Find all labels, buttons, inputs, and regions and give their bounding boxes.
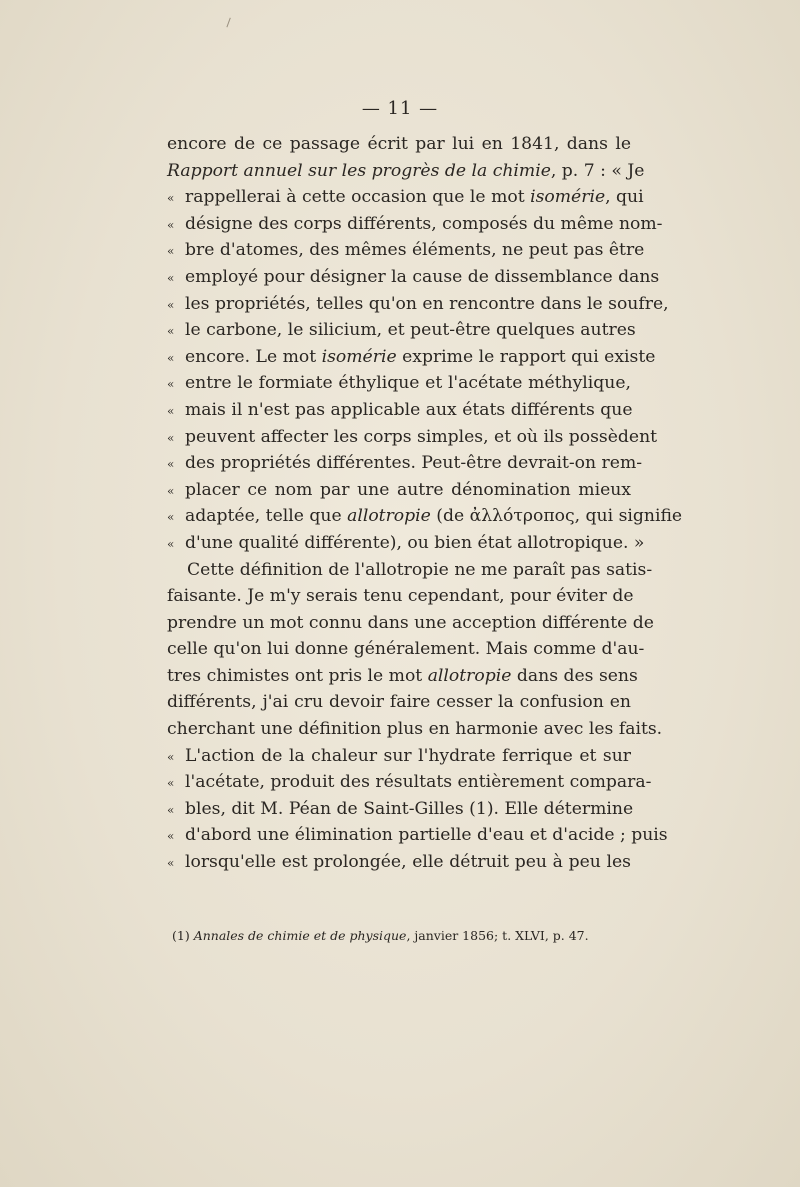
quote-mark: « bbox=[167, 191, 175, 206]
footnote-text: (1) bbox=[172, 928, 194, 943]
text-segment: employé pour désigner la cause de dissemblance dans bbox=[185, 266, 660, 287]
text-segment: tres chimistes ont pris le mot bbox=[167, 665, 428, 686]
text-segment: Cette définition de l'allotropie ne me paraît pas satis- bbox=[187, 559, 653, 580]
quote-mark: « bbox=[167, 457, 175, 472]
text-line bbox=[167, 583, 634, 610]
text-segment: des propriétés différentes. Peut-être devrait-on rem- bbox=[185, 453, 643, 474]
quote-mark: « bbox=[167, 377, 175, 392]
text-line bbox=[167, 211, 663, 238]
text-line bbox=[167, 849, 631, 876]
text-line bbox=[167, 291, 669, 318]
quote-mark: « bbox=[167, 856, 175, 871]
text-line bbox=[167, 769, 652, 796]
text-segment: adaptée, telle que bbox=[185, 506, 348, 527]
text-line bbox=[167, 796, 634, 823]
text-segment: encore. Le mot bbox=[185, 346, 322, 367]
text-segment: , p. 7 : « Je bbox=[550, 160, 645, 181]
text-segment: (de ἀλλότροπος, qui signifie bbox=[430, 506, 683, 527]
text-segment: différents, j'ai cru devoir faire cesser la confusion en bbox=[167, 692, 631, 713]
text-line bbox=[167, 477, 631, 504]
text-segment: cherchant une définition plus en harmonie avec les faits. bbox=[167, 719, 663, 740]
text-line bbox=[167, 663, 638, 690]
text-line bbox=[167, 530, 645, 557]
text-segment: peuvent affecter les corps simples, et où ils possèdent bbox=[185, 426, 658, 447]
text-line bbox=[167, 370, 631, 397]
text-segment: placer ce nom par une autre dénomination mieux bbox=[185, 479, 631, 500]
italic-text: Rapport annuel sur les progrès de la chimie bbox=[167, 160, 551, 181]
quote-mark: « bbox=[167, 244, 175, 259]
quote-mark: « bbox=[167, 430, 175, 445]
text-line bbox=[167, 716, 663, 743]
quote-mark: « bbox=[167, 324, 175, 339]
quote-mark: « bbox=[167, 270, 175, 285]
text-line bbox=[167, 450, 643, 477]
page-number: — 11 — bbox=[361, 98, 439, 119]
text-segment: L'action de la chaleur sur l'hydrate ferrique et sur bbox=[185, 745, 631, 766]
text-line bbox=[167, 264, 660, 291]
quote-mark: « bbox=[167, 403, 175, 418]
text-segment: prendre un mot connu dans une acception différente de bbox=[167, 612, 654, 633]
text-segment: l'acétate, produit des résultats entièrement compara- bbox=[185, 772, 652, 793]
text-line bbox=[167, 610, 654, 637]
text-segment: d'abord une élimination partielle d'eau et d'acide ; puis bbox=[185, 825, 668, 846]
text-line bbox=[167, 503, 683, 530]
text-line bbox=[167, 131, 631, 158]
text-line bbox=[167, 317, 636, 344]
quote-mark: « bbox=[167, 749, 175, 764]
text-segment: celle qu'on lui donne généralement. Mais comme d'au- bbox=[167, 639, 645, 660]
text-line bbox=[167, 344, 656, 371]
footnote-text: , janvier 1856; t. XLVI, p. 47. bbox=[406, 928, 589, 943]
italic-text: isomérie bbox=[321, 346, 397, 367]
text-line bbox=[167, 557, 653, 584]
text-line bbox=[167, 397, 631, 424]
text-line bbox=[167, 636, 645, 663]
text-segment: bles, dit M. Péan de Saint-Gilles (1). Elle détermine bbox=[185, 798, 634, 819]
text-segment: désigne des corps différents, composés du même nom- bbox=[185, 213, 663, 234]
pencil-mark bbox=[226, 18, 233, 29]
text-line bbox=[167, 689, 631, 716]
quote-mark: « bbox=[167, 510, 175, 525]
quote-mark: « bbox=[167, 829, 175, 844]
text-line bbox=[167, 424, 658, 451]
quote-mark: « bbox=[167, 350, 175, 365]
text-segment: mais il n'est pas applicable aux états différents que bbox=[185, 399, 633, 420]
text-line bbox=[167, 158, 645, 185]
text-segment: dans des sens bbox=[511, 665, 638, 686]
body-text bbox=[167, 131, 683, 876]
text-line bbox=[167, 743, 631, 770]
text-segment: les propriétés, telles qu'on en rencontre dans le soufre, bbox=[185, 293, 669, 314]
text-segment: entre le formiate éthylique et l'acétate méthylique, bbox=[185, 373, 631, 394]
text-segment: d'une qualité différente), ou bien état allotropique. » bbox=[185, 532, 645, 553]
italic-text: allotropie bbox=[347, 506, 431, 527]
quote-mark: « bbox=[167, 297, 175, 312]
text-segment: lorsqu'elle est prolongée, elle détruit peu à peu les bbox=[185, 852, 631, 873]
text-segment: rappellerai à cette occasion que le mot bbox=[185, 187, 531, 208]
italic-text: allotropie bbox=[427, 665, 512, 686]
footnote bbox=[172, 928, 632, 943]
text-line bbox=[167, 184, 644, 211]
text-segment: le carbone, le silicium, et peut-être quelques autres bbox=[185, 320, 636, 341]
text-segment: bre d'atomes, des mêmes éléments, ne peut pas être bbox=[185, 240, 645, 261]
quote-mark: « bbox=[167, 776, 175, 791]
quote-mark: « bbox=[167, 536, 175, 551]
quote-mark: « bbox=[167, 483, 175, 498]
footnote-italic: Annales de chimie et de physique bbox=[193, 928, 407, 943]
text-segment: , qui bbox=[605, 187, 644, 208]
text-segment: faisante. Je m'y serais tenu cependant, pour éviter de bbox=[167, 586, 634, 607]
italic-text: isomérie bbox=[530, 187, 606, 208]
quote-mark: « bbox=[167, 802, 175, 817]
text-line bbox=[167, 237, 645, 264]
text-segment: encore de ce passage écrit par lui en 1841, dans le bbox=[167, 134, 631, 154]
text-segment: exprime le rapport qui existe bbox=[396, 346, 656, 367]
quote-mark: « bbox=[167, 217, 175, 232]
text-line bbox=[167, 822, 668, 849]
